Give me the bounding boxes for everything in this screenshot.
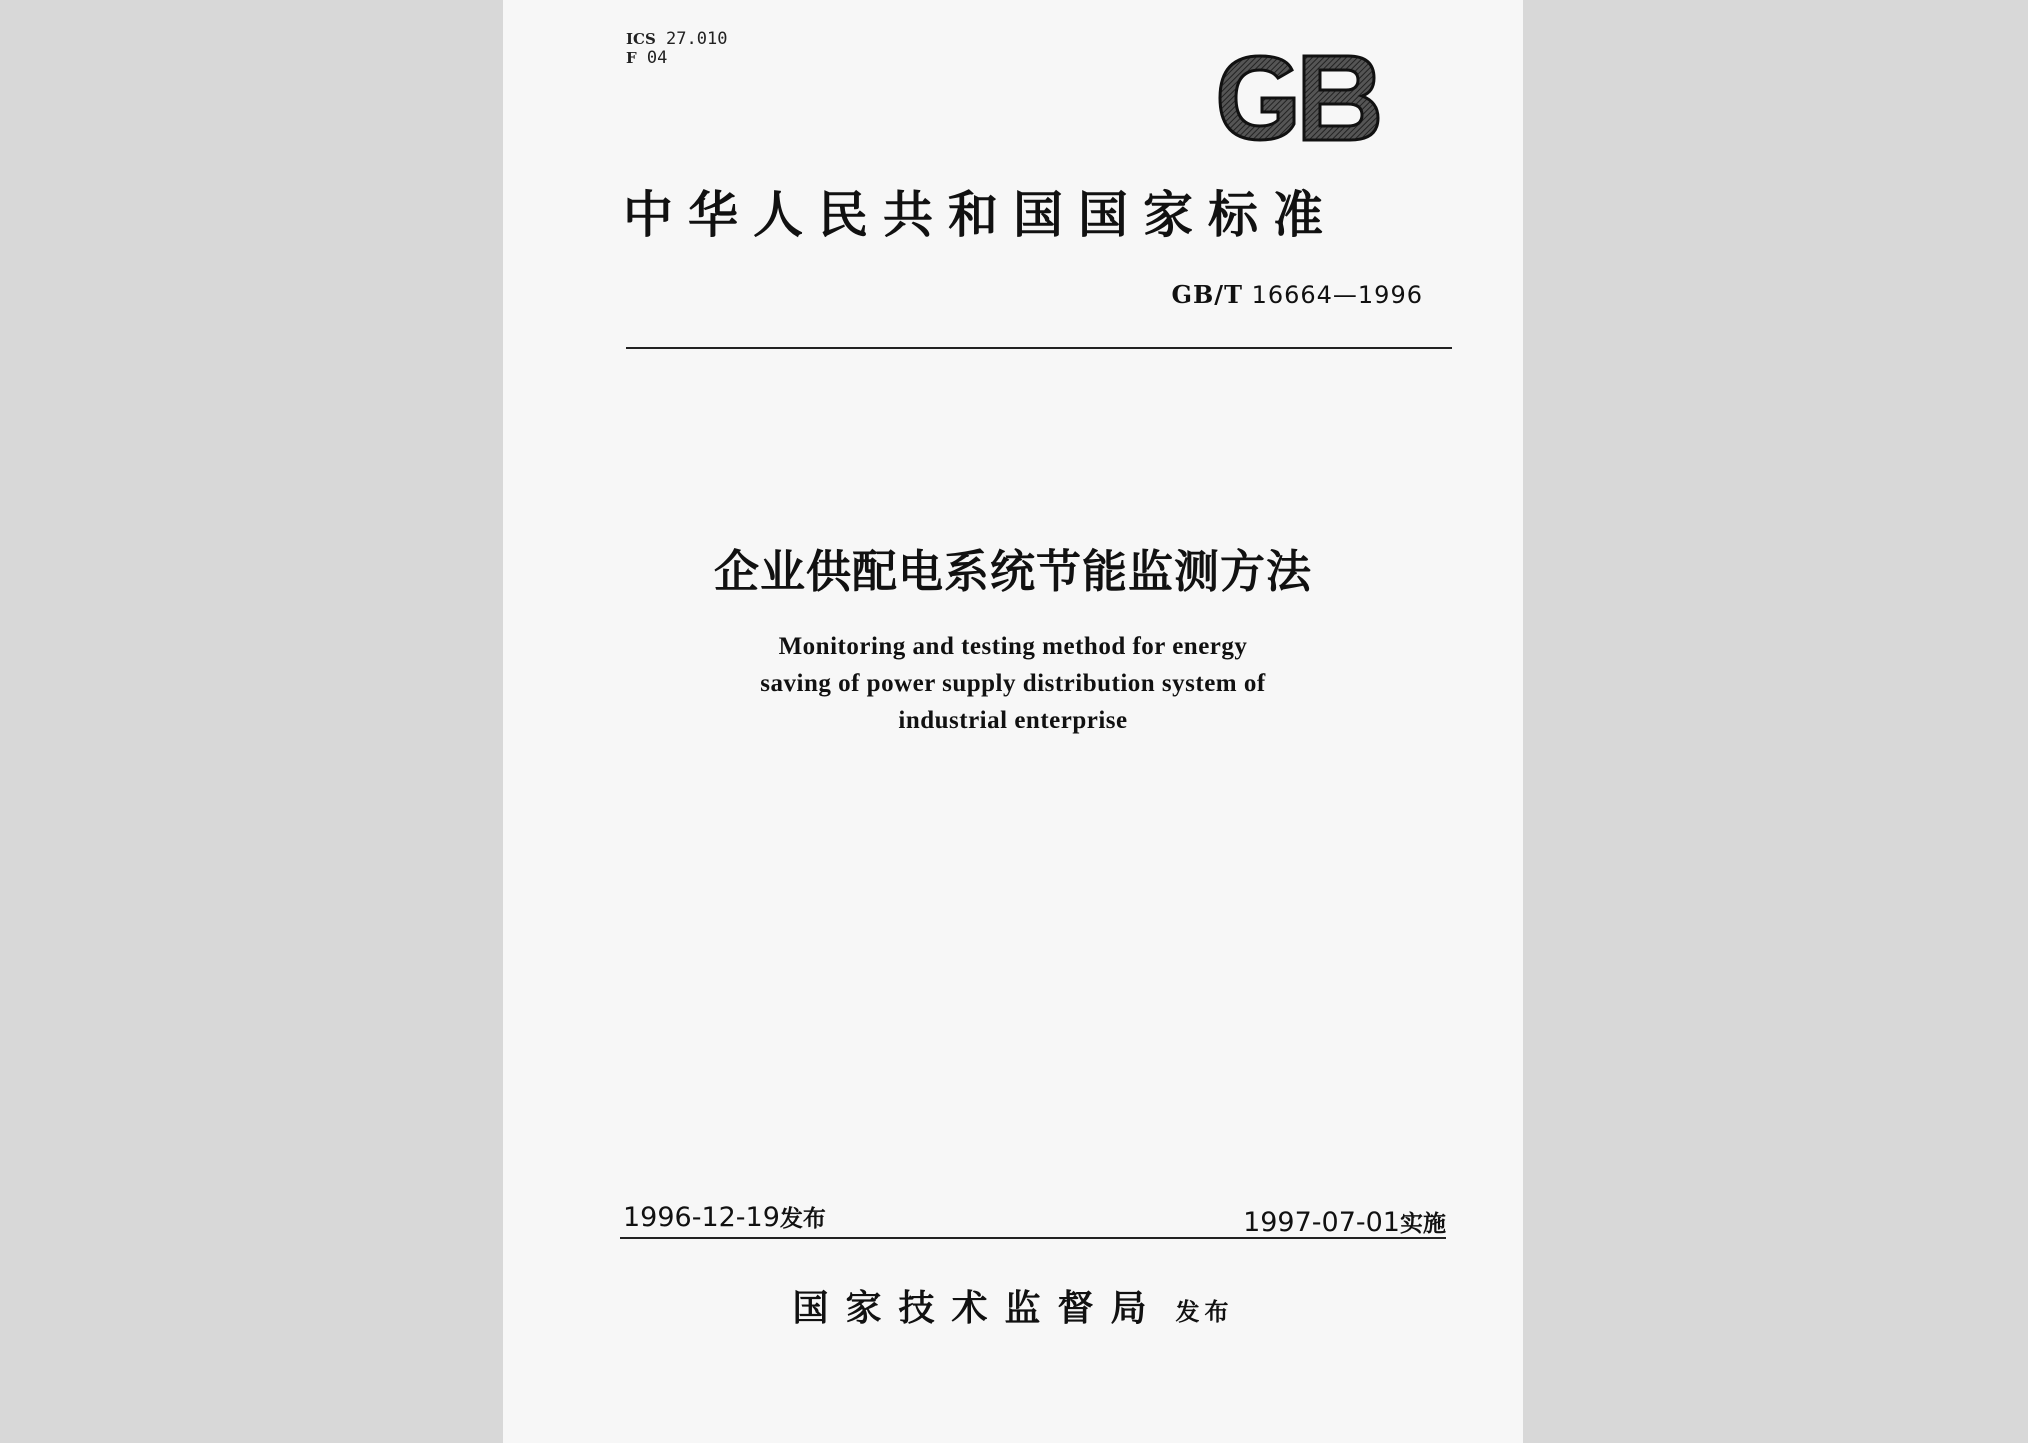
ics-label: ICS (626, 30, 656, 48)
implementation-date-value: 1997-07-01 (1243, 1207, 1400, 1238)
title-english-line: industrial enterprise (898, 707, 1128, 734)
implementation-date-suffix: 实施 (1400, 1211, 1446, 1237)
standard-number (1103, 280, 1423, 309)
gb-logo-icon (1208, 48, 1388, 148)
title-english (563, 628, 1463, 739)
title-english-line: saving of power supply distribution system of (760, 670, 1266, 697)
publisher-name: 国家技术监督局 (792, 1287, 1164, 1329)
standard-prefix: GB/T (1171, 280, 1243, 309)
issue-date-suffix: 发布 (779, 1206, 826, 1232)
standard-code: 16664—1996 (1251, 281, 1423, 309)
issue-date (623, 1200, 826, 1233)
issuing-body-title: 中华人民共和国国家标准 (623, 185, 1338, 244)
ics-code: 27.010 (666, 29, 728, 49)
title-chinese: 企业供配电系统节能监测方法 (713, 545, 1312, 598)
publisher (503, 1280, 1523, 1331)
header-divider (626, 347, 1452, 349)
ccs-line (626, 49, 727, 68)
ccs-code: 04 (646, 48, 668, 68)
implementation-date (1083, 1205, 1446, 1238)
document-page (503, 0, 1523, 1443)
classification-codes (626, 30, 727, 68)
issue-date-value: 1996-12-19 (623, 1202, 780, 1233)
footer-divider (620, 1237, 1446, 1239)
title-english-line: Monitoring and testing method for energy (778, 633, 1248, 660)
ics-line (626, 30, 727, 49)
publisher-suffix: 发布 (1175, 1297, 1234, 1326)
ccs-label: F (626, 49, 637, 67)
